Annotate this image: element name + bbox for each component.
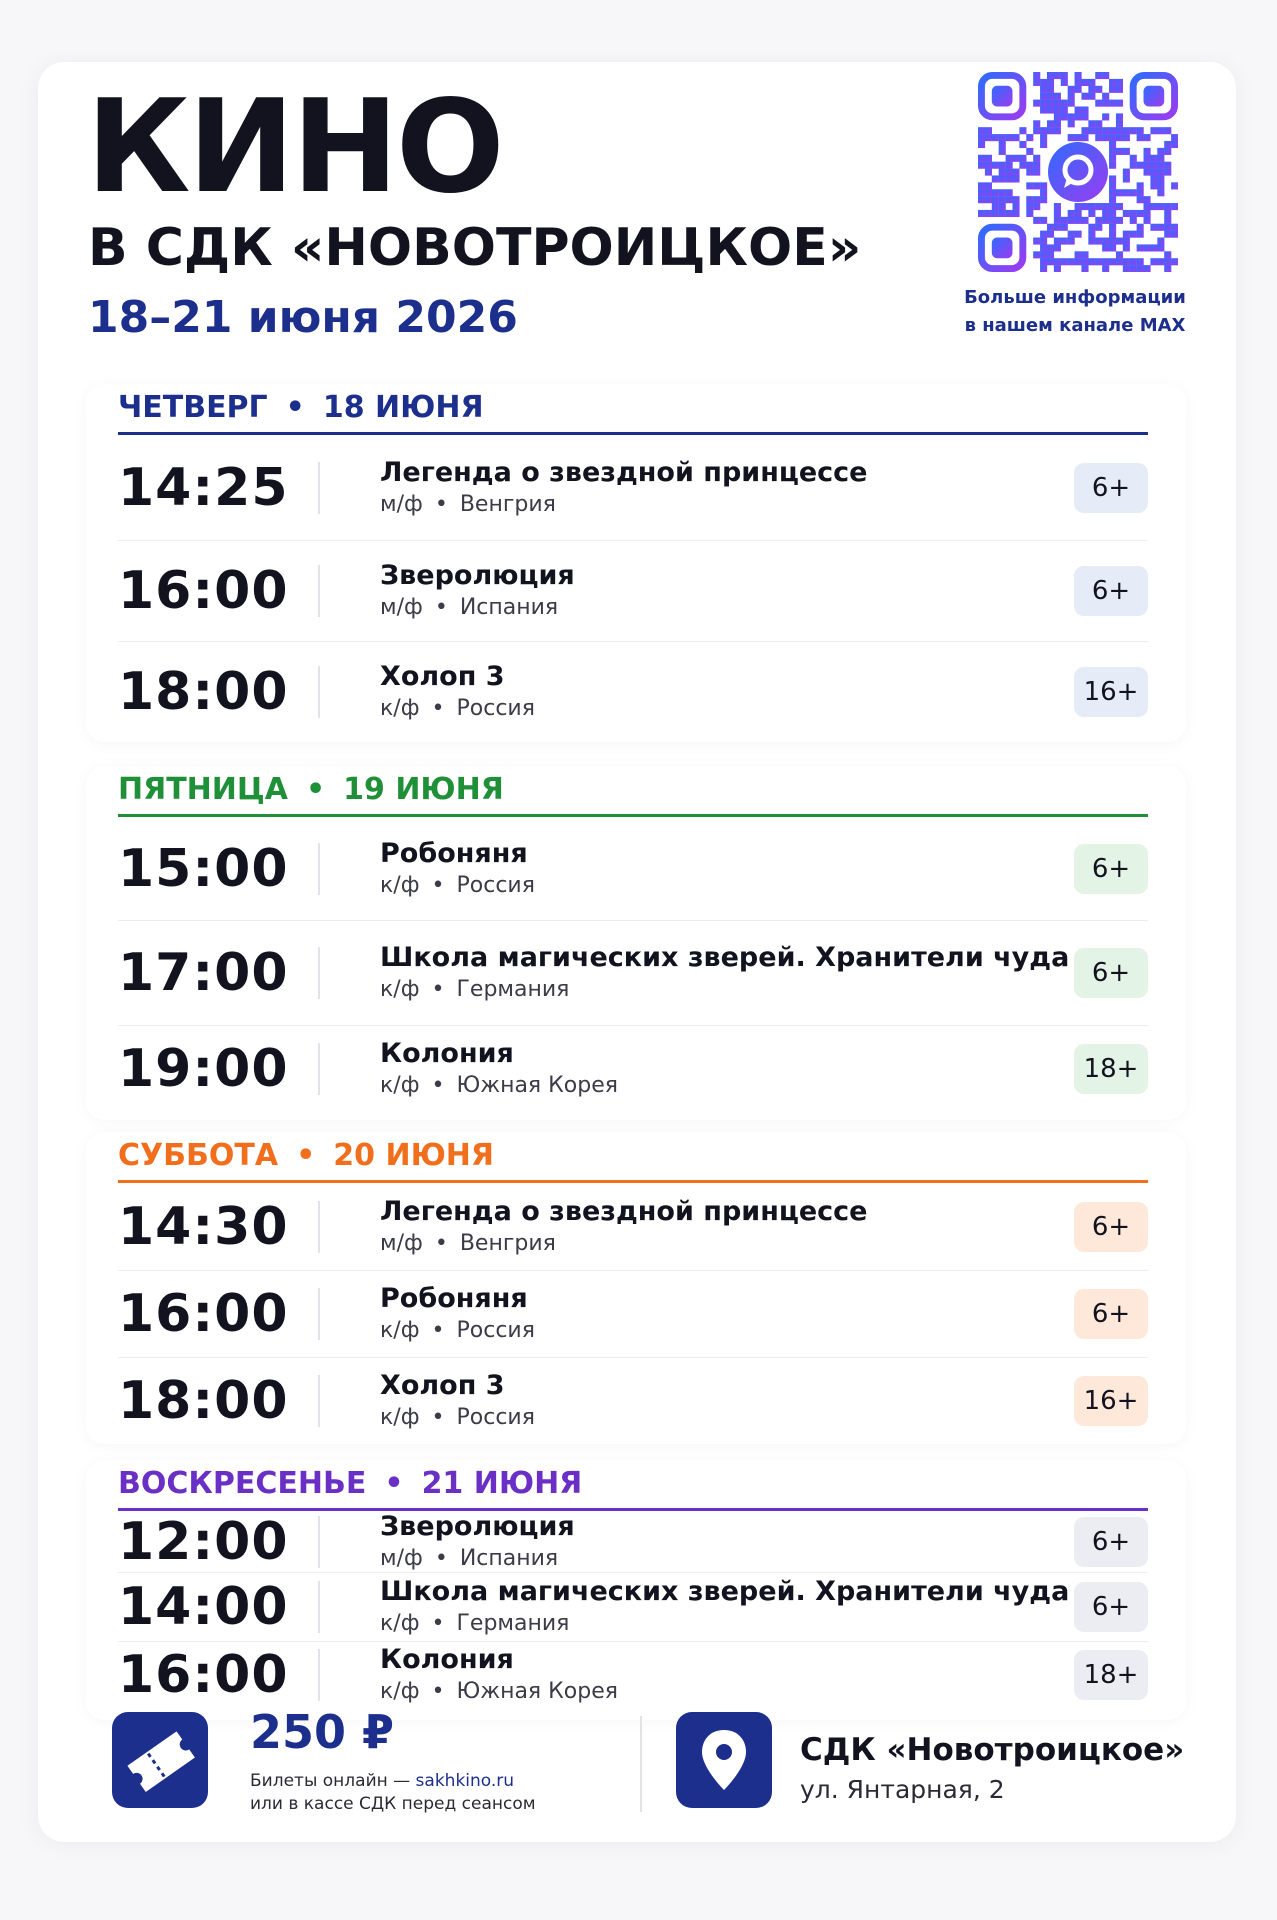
film-meta [380,1677,618,1707]
qr-caption [930,284,1220,340]
session-time: 14:30 [118,1197,289,1257]
session-list [118,1512,1148,1708]
session-row [118,1184,1148,1271]
session-divider [318,1581,320,1633]
day-header [118,766,1148,817]
film-country: Южная Корея [456,1073,618,1098]
session-time: 12:00 [118,1512,289,1572]
session-row [118,642,1148,742]
age-rating-badge: 6+ [1074,1582,1148,1632]
meta-bullet: • [431,696,445,721]
session-divider [318,1043,320,1095]
film-title: Легенда о звездной принцессе [380,457,868,488]
film-kind: к/ф [380,696,420,721]
qr-code[interactable] [978,72,1178,272]
film-title: Колония [380,1038,514,1069]
session-list [118,436,1148,742]
film-meta [380,1071,618,1101]
film-country: Россия [456,1405,535,1430]
film-meta [380,871,535,901]
day-separator-dot: • [296,1138,316,1173]
session-time: 17:00 [118,943,289,1003]
session-divider [318,1516,320,1568]
session-row [118,1573,1148,1642]
film-kind: к/ф [380,1679,420,1704]
age-rating-badge: 16+ [1074,1376,1148,1426]
session-divider [318,843,320,895]
day-section [86,766,1186,1120]
meta-bullet: • [434,1231,448,1256]
film-title: Колония [380,1644,514,1675]
day-date: 19 ИЮНЯ [343,772,504,807]
age-rating-badge: 6+ [1074,948,1148,998]
session-info [380,1643,618,1707]
session-divider [318,1649,320,1701]
day-date: 20 ИЮНЯ [333,1138,494,1173]
day-weekday: СУББОТА [118,1138,279,1173]
venue-subtitle: В СДК «НОВОТРОИЦКОЕ» [88,218,862,278]
session-time: 14:00 [118,1577,289,1637]
day-separator-dot: • [384,1466,404,1501]
film-meta [380,694,535,724]
film-meta [380,975,1069,1005]
ticket-price: 250 ₽ [250,1705,395,1759]
film-meta [380,1609,1069,1639]
footer-divider [640,1716,642,1812]
film-country: Россия [456,1318,535,1343]
day-weekday: ЧЕТВЕРГ [118,390,268,425]
film-kind: м/ф [380,1231,423,1256]
session-info [380,660,535,724]
film-kind: к/ф [380,1318,420,1343]
day-weekday: ПЯТНИЦА [118,772,288,807]
film-title: Легенда о звездной принцессе [380,1196,868,1227]
session-info [380,837,535,901]
venue-name: СДК «Новотроицкое» [800,1732,1185,1768]
film-meta [380,1229,868,1259]
qr-code-image [978,72,1178,272]
age-rating-badge: 6+ [1074,1202,1148,1252]
film-meta [380,490,868,520]
day-section [86,1460,1186,1720]
day-section [86,1132,1186,1444]
session-list [118,1184,1148,1444]
session-row [118,1642,1148,1708]
meta-bullet: • [431,1073,445,1098]
tickets-online-label: Билеты онлайн — [250,1771,416,1791]
film-country: Испания [459,595,559,620]
meta-bullet: • [434,492,448,517]
meta-bullet: • [434,1546,448,1571]
age-rating-badge: 16+ [1074,667,1148,717]
age-rating-badge: 18+ [1074,1650,1148,1700]
session-divider [318,947,320,999]
age-rating-badge: 6+ [1074,1289,1148,1339]
day-section [86,384,1186,742]
map-pin-icon [676,1712,772,1808]
session-row [118,1271,1148,1358]
session-info [380,1575,1069,1639]
age-rating-badge: 6+ [1074,566,1148,616]
film-kind: к/ф [380,1405,420,1430]
film-kind: к/ф [380,977,420,1002]
session-info [380,1195,868,1259]
session-time: 18:00 [118,662,289,722]
meta-bullet: • [431,977,445,1002]
film-country: Россия [456,873,535,898]
day-date: 21 ИЮНЯ [421,1466,583,1501]
film-kind: м/ф [380,1546,423,1571]
film-meta [380,1403,535,1433]
session-info [380,456,868,520]
age-rating-badge: 6+ [1074,844,1148,894]
session-divider [318,1288,320,1340]
session-info [380,559,575,623]
film-country: Германия [456,977,570,1002]
day-separator-dot: • [285,390,305,425]
ticket-note [250,1770,536,1816]
film-country: Венгрия [459,492,556,517]
session-divider [318,1375,320,1427]
film-country: Германия [456,1611,570,1636]
day-header [118,384,1148,435]
session-divider [318,565,320,617]
session-row [118,541,1148,642]
date-range: 18–21 июня 2026 [88,292,518,343]
session-divider [318,666,320,718]
film-title: Робоняня [380,838,528,869]
session-divider [318,1201,320,1253]
film-country: Южная Корея [456,1679,618,1704]
session-list [118,818,1148,1112]
film-kind: м/ф [380,492,423,517]
film-title: Школа магических зверей. Хранители чуда [380,1576,1070,1607]
session-row [118,818,1148,921]
film-kind: м/ф [380,595,423,620]
session-time: 14:25 [118,458,289,518]
session-time: 18:00 [118,1371,289,1431]
session-info [380,941,1069,1005]
film-kind: к/ф [380,1073,420,1098]
session-time: 16:00 [118,1284,289,1344]
venue-address: ул. Янтарная, 2 [800,1775,1005,1804]
film-title: Холоп 3 [380,1370,505,1401]
film-title: Школа магических зверей. Хранители чуда [380,942,1070,973]
day-date: 18 ИЮНЯ [322,390,484,425]
session-info [380,1037,618,1101]
meta-bullet: • [434,595,448,620]
session-row [118,1026,1148,1112]
film-country: Испания [459,1546,559,1571]
session-row [118,436,1148,541]
session-row [118,921,1148,1026]
day-weekday: ВОСКРЕСЕНЬЕ [118,1466,367,1501]
day-header [118,1460,1148,1511]
ticket-icon [112,1712,208,1808]
meta-bullet: • [431,1318,445,1343]
meta-bullet: • [431,1679,445,1704]
film-kind: к/ф [380,873,420,898]
film-meta [380,1316,535,1346]
meta-bullet: • [431,1405,445,1430]
session-time: 16:00 [118,1645,289,1705]
film-meta [380,1544,575,1574]
age-rating-badge: 6+ [1074,463,1148,513]
session-divider [318,462,320,514]
film-title: Робоняня [380,1283,528,1314]
session-info [380,1282,535,1346]
qr-caption-line1: Больше информации [964,287,1186,308]
session-info [380,1369,535,1433]
meta-bullet: • [431,873,445,898]
session-time: 19:00 [118,1039,289,1099]
film-title: Холоп 3 [380,661,505,692]
film-country: Венгрия [459,1231,556,1256]
film-title: Зверолюция [380,560,575,591]
age-rating-badge: 18+ [1074,1044,1148,1094]
session-row [118,1358,1148,1444]
meta-bullet: • [431,1611,445,1636]
film-country: Россия [456,696,535,721]
day-separator-dot: • [305,772,326,807]
film-meta [380,593,575,623]
day-header [118,1132,1148,1183]
session-row [118,1512,1148,1573]
age-rating-badge: 6+ [1074,1517,1148,1567]
page-title: КИНО [86,73,502,222]
tickets-site-link[interactable]: sakhkino.ru [415,1771,515,1791]
tickets-box-office: или в кассе СДК перед сеансом [250,1794,536,1814]
qr-caption-line2: в нашем канале MAX [964,315,1186,336]
film-kind: к/ф [380,1611,420,1636]
session-time: 15:00 [118,839,289,899]
film-title: Зверолюция [380,1511,575,1542]
session-info [380,1510,575,1574]
session-time: 16:00 [118,561,289,621]
